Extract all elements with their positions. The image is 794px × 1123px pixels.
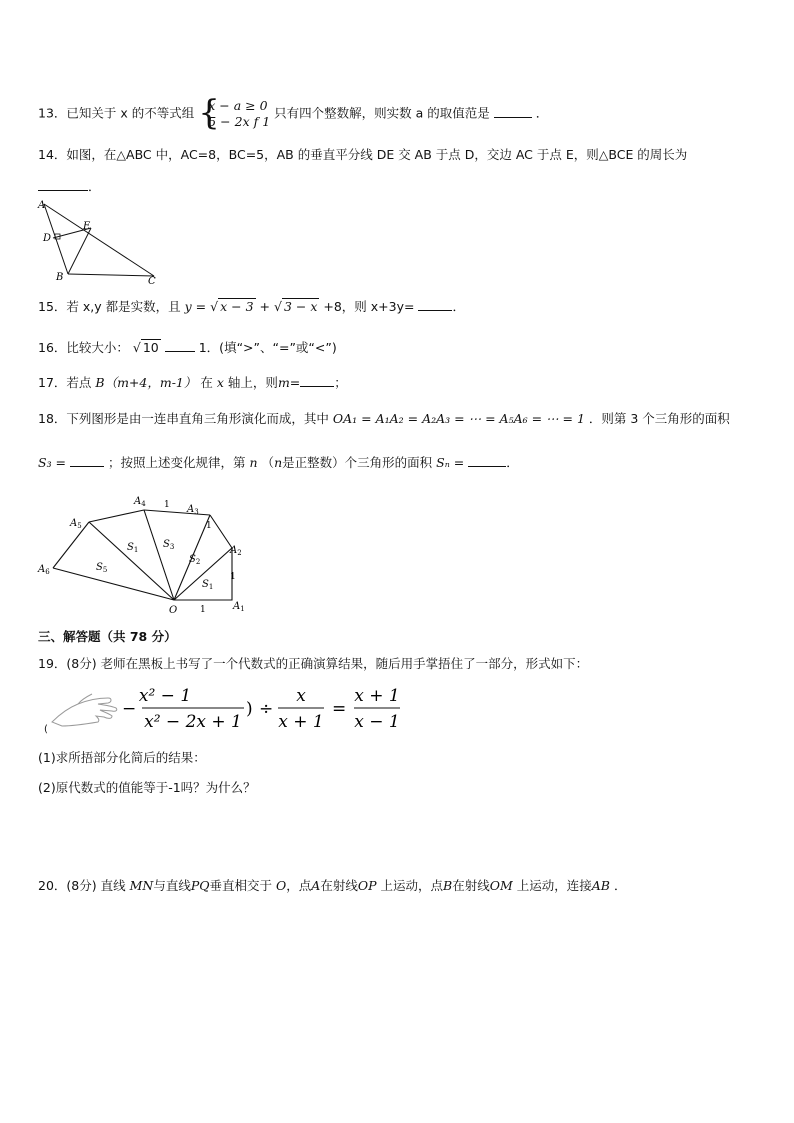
point-b: B bbox=[443, 878, 453, 893]
q13-end: ． bbox=[535, 105, 549, 121]
answer-blank bbox=[494, 105, 532, 118]
line-mn: MN bbox=[129, 878, 154, 893]
inequality-1: x − a ≥ 0 bbox=[208, 98, 268, 113]
answer-blank bbox=[300, 374, 334, 387]
label-b: B bbox=[56, 272, 64, 283]
hand-icon bbox=[46, 690, 121, 732]
var-m: m bbox=[277, 375, 290, 390]
frac3-numerator: x + 1 bbox=[354, 686, 400, 706]
spiral-triangles-figure bbox=[36, 490, 256, 620]
q18-text-1: 18．下列图形是由一连串直角三角形演化而成，其中 bbox=[38, 411, 329, 426]
equals-sign: = bbox=[332, 699, 347, 719]
svg-text:S3: $S_3$ bbox=[163, 539, 175, 551]
point-a: A bbox=[311, 878, 321, 893]
q15-tail: +8，则 x+3y= bbox=[323, 299, 415, 314]
side-label-1: 1 bbox=[200, 605, 206, 615]
side-label-3: 1 bbox=[206, 521, 212, 531]
question-18-line2 bbox=[38, 454, 519, 471]
svg-text:S1: $S_1$ bbox=[202, 579, 214, 591]
q17-mid2: 轴上，则 bbox=[227, 375, 278, 390]
label-o: O bbox=[169, 605, 178, 616]
inequality-system bbox=[198, 93, 271, 133]
svg-text:S1: $S_1$ bbox=[127, 542, 139, 554]
point-o: O bbox=[276, 878, 287, 893]
question-20 bbox=[38, 878, 626, 894]
question-18 bbox=[38, 411, 730, 427]
close-paren: ) bbox=[246, 699, 253, 719]
minus-sign: − bbox=[122, 699, 137, 719]
label-a3: A bbox=[187, 504, 195, 515]
frac3-denominator: x − 1 bbox=[354, 712, 400, 732]
q17-prefix: 17．若点 bbox=[38, 375, 92, 390]
side-label-4: 1 bbox=[164, 500, 170, 510]
q15-prefix: 15．若 x,y 都是实数，且 bbox=[38, 299, 181, 314]
label-c: C bbox=[148, 276, 156, 287]
q13-text: 只有四个整数解，则实数 a 的取值范是 bbox=[274, 105, 490, 121]
q15-plus: + bbox=[259, 299, 270, 314]
frac2-denominator: x + 1 bbox=[278, 712, 324, 732]
open-paren: ( bbox=[44, 724, 48, 735]
answer-blank bbox=[38, 178, 88, 191]
question-14-answer-line bbox=[38, 178, 101, 195]
sqrt-10: √ 10 bbox=[132, 340, 159, 355]
sqrt-1: √ x − 3 bbox=[210, 299, 254, 314]
q20-text-6: 在射线 bbox=[452, 878, 490, 893]
q17-end: ； bbox=[334, 375, 347, 390]
question-17 bbox=[38, 374, 347, 391]
question-19-part-2: (2)原代数式的值能等于-1吗？为什么？ bbox=[38, 780, 256, 795]
answer-blank-s3 bbox=[70, 454, 104, 467]
label-s3: S bbox=[163, 539, 170, 550]
q20-text-2: 垂直相交于 bbox=[209, 878, 273, 893]
svg-text:A6: $A_6$ bbox=[38, 564, 50, 576]
label-a: A bbox=[38, 200, 46, 211]
label-s1: S bbox=[202, 579, 209, 590]
svg-text:S5: $S_5$ bbox=[96, 562, 108, 574]
answer-blank-sn bbox=[468, 454, 506, 467]
radicand-1: x − 3 bbox=[220, 299, 254, 314]
question-19: 19．(8分) 老师在黑板上书写了一个代数式的正确演算结果，随后用手掌捂住了一部分，形式如下： bbox=[38, 656, 589, 671]
q18-text-4: （ bbox=[261, 455, 275, 470]
sqrt-2: √ 3 − x bbox=[273, 299, 318, 314]
frac2-numerator: x bbox=[296, 686, 306, 706]
frac1-numerator: x² − 1 bbox=[138, 686, 192, 706]
q20-prefix: 20．(8分) 直线 bbox=[38, 878, 126, 893]
label-e: E bbox=[83, 221, 91, 232]
triangle-abc-figure bbox=[34, 196, 164, 288]
sn-label: Sₙ = bbox=[436, 455, 465, 470]
q13-prefix: 13．已知关于 x 的不等式组 bbox=[38, 105, 195, 121]
label-a2: A bbox=[230, 545, 238, 556]
frac1-denominator: x² − 2x + 1 bbox=[144, 712, 242, 732]
brace: { bbox=[198, 93, 220, 133]
ray-op: OP bbox=[357, 878, 377, 893]
q17-mid: 在 bbox=[200, 375, 213, 390]
svg-text:A1: $A_1$ bbox=[233, 601, 245, 613]
var-y: y bbox=[184, 299, 192, 314]
question-19-part-1: (1)求所捂部分化简后的结果： bbox=[38, 750, 206, 765]
line-pq: PQ bbox=[190, 878, 210, 893]
svg-text:A4: $A_4$ bbox=[134, 496, 146, 508]
svg-text:A2: $A_2$ bbox=[230, 545, 242, 557]
label-s2: S bbox=[189, 554, 196, 565]
q18-text-5: 是正整数）个三角形的面积 bbox=[282, 455, 433, 470]
q20-end: ． bbox=[613, 878, 627, 893]
answer-blank bbox=[165, 339, 195, 352]
q14-end: ． bbox=[88, 179, 101, 194]
q20-text-1: 与直线 bbox=[153, 878, 191, 893]
radicand-2: 3 − x bbox=[283, 299, 318, 314]
label-s5: S bbox=[96, 562, 103, 573]
side-label-2: 1 bbox=[230, 572, 236, 582]
question-14 bbox=[38, 147, 687, 163]
inequality-2: 5 − 2x f 1 bbox=[208, 114, 271, 129]
label-a4: A bbox=[134, 496, 142, 507]
label-d: D bbox=[43, 233, 52, 244]
q20-text-7: 上运动，连接 bbox=[516, 878, 592, 893]
divide-sign: ÷ bbox=[259, 699, 274, 719]
q18-end: ． bbox=[506, 455, 519, 470]
q17-equals: = bbox=[289, 375, 301, 390]
question-13 bbox=[38, 93, 549, 133]
q20-text-4: 在射线 bbox=[320, 878, 358, 893]
label-a6: A bbox=[38, 564, 46, 575]
point-b: B（m+4，m-1） bbox=[95, 375, 197, 390]
svg-text:S2: $S_2$ bbox=[189, 554, 201, 566]
question-15 bbox=[38, 298, 465, 315]
var-n-2: n bbox=[274, 455, 283, 470]
section-heading: 三、解答题（共 78 分） bbox=[38, 629, 177, 644]
q20-text-3: ，点 bbox=[286, 878, 312, 893]
q16-text: 1．(填“>”、“=”或“<”) bbox=[198, 340, 337, 355]
q14-text: 14．如图，在△ABC 中，AC=8，BC=5，AB 的垂直平分线 DE 交 AB 于点 D，交边 AC 于点 E，则△BCE 的周长为 bbox=[38, 147, 688, 162]
answer-blank bbox=[418, 298, 452, 311]
svg-text:A5: $A_5$ bbox=[70, 518, 82, 530]
var-n: n bbox=[249, 455, 258, 470]
q16-prefix: 16．比较大小： bbox=[38, 340, 129, 355]
var-x: x bbox=[216, 375, 224, 390]
radicand-10: 10 bbox=[142, 340, 159, 355]
question-16 bbox=[38, 339, 337, 356]
fraction-expression bbox=[118, 682, 408, 734]
q15-equals: = bbox=[195, 299, 207, 314]
label-a5: A bbox=[70, 518, 78, 529]
ray-om: OM bbox=[489, 878, 513, 893]
q18-text-2: ．则第 3 个三角形的面积 bbox=[588, 411, 730, 426]
q20-text-5: 上运动，点 bbox=[380, 878, 443, 893]
label-s4: S bbox=[127, 542, 134, 553]
segment-ab: AB bbox=[591, 878, 610, 893]
svg-text:A3: $A_3$ bbox=[187, 504, 199, 516]
q18-chain: OA₁ = A₁A₂ = A₂A₃ = ⋯ = A₅A₆ = ⋯ = 1 bbox=[332, 411, 585, 426]
q15-end: ． bbox=[452, 299, 465, 314]
label-a1: A bbox=[233, 601, 241, 612]
q18-text-3: ；按照上述变化规律，第 bbox=[108, 455, 246, 470]
s3-label: S₃ = bbox=[38, 455, 67, 470]
